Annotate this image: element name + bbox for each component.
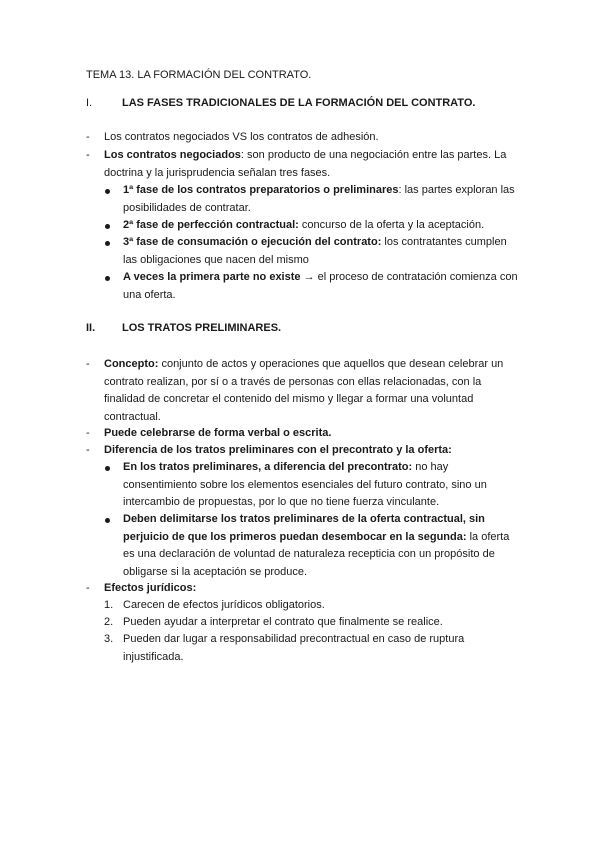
item-text: la oferta es una declaración de voluntad de naturaleza recepticia con un propósito de obligarse si la aceptación se produce. [123,530,510,578]
section-2-heading [86,322,281,334]
item-text: concurso de la oferta y la aceptación. [298,219,485,231]
item-text: : son producto de una negociación entre las partes. La doctrina y la jurisprudencia señalan tres fases. [104,149,507,179]
item-bold-text: 1ª fase de los contratos preparatorios o preliminares [123,184,399,196]
item-text: : las partes exploran las posibilidades de contratar. [123,184,515,214]
item-text: conjunto de actos y operaciones que aquellos que desean celebrar un contrato realizan, por sí o a través de personas con ellas relacionadas, con la finalidad de concretar el contenido del mismo y llegar a formar una voluntad contractual. [104,358,504,423]
item-bold-text: Puede celebrarse de forma verbal o escrita. [104,427,332,439]
section-1-heading [86,97,475,109]
item-text: Los contratos negociados VS los contratos de adhesión. [104,131,379,143]
item-bold-text: Efectos jurídicos: [104,582,197,594]
section-1-title: LAS FASES TRADICIONALES DE LA FORMACIÓN DEL CONTRATO. [122,97,476,109]
item-bold-text: En los tratos preliminares, a diferencia del precontrato: [123,461,413,473]
bullet-icon [105,276,110,281]
section-2-title: LOS TRATOS PRELIMINARES. [122,322,282,334]
item-number: 3. [104,633,114,645]
item-text: Pueden dar lugar a responsabilidad precontractual en caso de ruptura injustificada. [123,633,465,663]
document-title: TEMA 13. LA FORMACIÓN DEL CONTRATO. [86,69,312,81]
item-bold-text: 3ª fase de consumación o ejecución del contrato: [123,236,382,248]
item-text: Pueden ayudar a interpretar el contrato que finalmente se realice. [123,616,443,628]
item-bold-text: A veces la primera parte no existe [123,271,301,283]
dash-marker: - [86,427,90,439]
item-number: 2. [104,616,114,628]
item-text: Carecen de efectos jurídicos obligatorios. [123,599,325,611]
section-2-number: II. [86,322,96,334]
section-1-number: I. [86,97,93,109]
bullet-icon [105,466,110,471]
dash-marker: - [86,149,90,161]
bullet-icon [105,241,110,246]
item-text: → el proceso de contratación comienza con una oferta. [123,271,518,301]
dash-marker: - [86,358,90,370]
bullet-icon [105,189,110,194]
item-bold-text: Concepto: [104,358,159,370]
item-text: no hay consentimiento sobre los elementos esenciales del futuro contrato, sino un intercambio de propuestas, por lo que no tiene fuerza vinculante. [123,461,487,508]
item-bold-text: 2ª fase de perfección contractual: [123,219,299,231]
item-bold-text: Deben delimitarse los tratos preliminares de la oferta contractual, sin perjuicio de que los primeros puedan desembocar en la segunda: [123,513,485,543]
item-number: 1. [104,599,114,611]
bullet-icon [105,518,110,523]
item-text: los contratantes cumplen las obligaciones que nacen del mismo [123,236,507,266]
item-bold-text: Diferencia de los tratos preliminares con el precontrato y la oferta: [104,444,452,456]
dash-marker: - [86,131,90,143]
item-bold-text: Los contratos negociados [104,149,241,161]
bullet-icon [105,224,110,229]
dash-marker: - [86,582,90,594]
dash-marker: - [86,444,90,456]
